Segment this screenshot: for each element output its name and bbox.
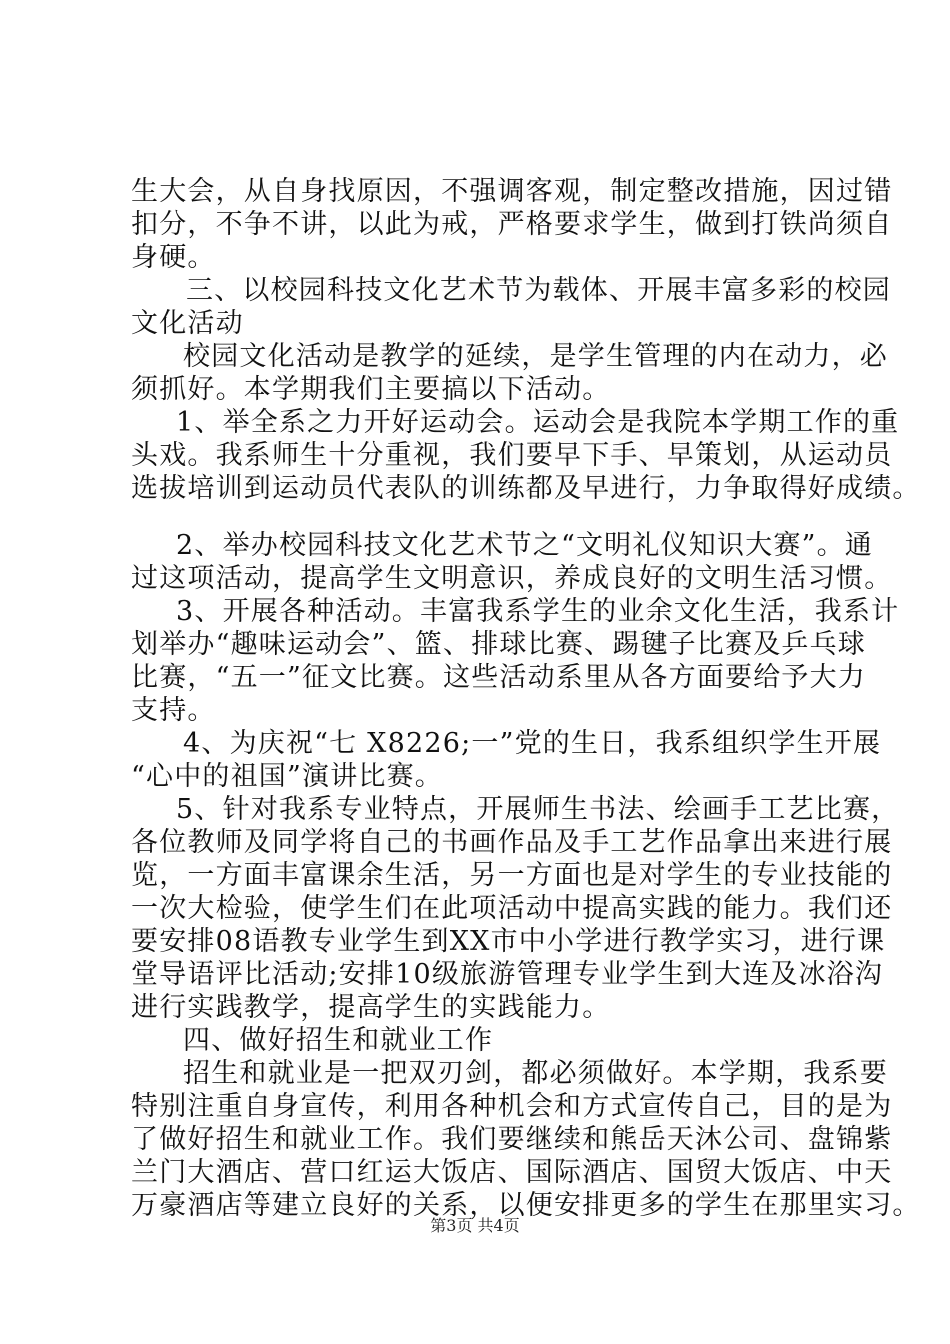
- section-heading: 文化活动: [131, 308, 244, 339]
- list-item: 3、开展各种活动。丰富我系学生的业余文化生活，我系计: [176, 596, 900, 627]
- text-line: 划举办“趣味运动会”、篮、排球比赛、踢毽子比赛及乒乓球: [131, 629, 867, 660]
- text-line: 生大会，从自身找原因，不强调客观，制定整改措施，因过错: [131, 176, 893, 207]
- section-heading: 三、以校园科技文化艺术节为载体、开展丰富多彩的校园: [186, 275, 891, 306]
- page-footer: 第3页 共4页: [430, 1216, 520, 1235]
- text-line: 头戏。我系师生十分重视，我们要早下手、早策划，从运动员: [131, 440, 893, 471]
- text-line: 选拔培训到运动员代表队的训练都及早进行，力争取得好成绩。: [131, 473, 921, 504]
- text-line: 特别注重自身宣传，利用各种机会和方式宣传自己，目的是为: [131, 1091, 893, 1122]
- text-line: 扣分，不争不讲，以此为戒，严格要求学生，做到打铁尚须自: [131, 209, 893, 240]
- text-line: 校园文化活动是教学的延续，是学生管理的内在动力，必: [183, 341, 888, 372]
- text-line: 支持。: [131, 695, 216, 726]
- section-heading: 四、做好招生和就业工作: [183, 1025, 494, 1056]
- text-line: 万豪酒店等建立良好的关系，以便安排更多的学生在那里实习。: [131, 1190, 921, 1221]
- list-item: 1、举全系之力开好运动会。运动会是我院本学期工作的重: [176, 407, 900, 438]
- text-line: 堂导语评比活动;安排10级旅游管理专业学生到大连及冰浴沟: [131, 959, 884, 990]
- text-line: 要安排08语教专业学生到XX市中小学进行教学实习，进行课: [131, 926, 886, 957]
- text-line: 过这项活动，提高学生文明意识，养成良好的文明生活习惯。: [131, 563, 893, 594]
- text-line: “心中的祖国”演讲比赛。: [131, 761, 444, 792]
- text-line: 比赛，“五一”征文比赛。这些活动系里从各方面要给予大力: [131, 662, 867, 693]
- text-line: 各位教师及同学将自己的书画作品及手工艺作品拿出来进行展: [131, 827, 893, 858]
- list-item: 5、针对我系专业特点，开展师生书法、绘画手工艺比赛，: [176, 794, 900, 825]
- text-line: 身硬。: [131, 242, 216, 273]
- text-line: 览，一方面丰富课余生活，另一方面也是对学生的专业技能的: [131, 860, 893, 891]
- list-item: 2、举办校园科技文化艺术节之“文明礼仪知识大赛”。通: [176, 530, 873, 561]
- text-line: 招生和就业是一把双刃剑，都必须做好。本学期，我系要: [183, 1058, 888, 1089]
- text-line: 须抓好。本学期我们主要搞以下活动。: [131, 374, 611, 405]
- text-line: 了做好招生和就业工作。我们要继续和熊岳天沐公司、盘锦紫: [131, 1124, 893, 1155]
- text-line: 进行实践教学，提高学生的实践能力。: [131, 992, 611, 1023]
- text-line: 一次大检验，使学生们在此项活动中提高实践的能力。我们还: [131, 893, 893, 924]
- list-item: 4、为庆祝“七 X8226;一”党的生日，我系组织学生开展: [183, 728, 882, 759]
- text-line: 兰门大酒店、营口红运大饭店、国际酒店、国贸大饭店、中天: [131, 1157, 893, 1188]
